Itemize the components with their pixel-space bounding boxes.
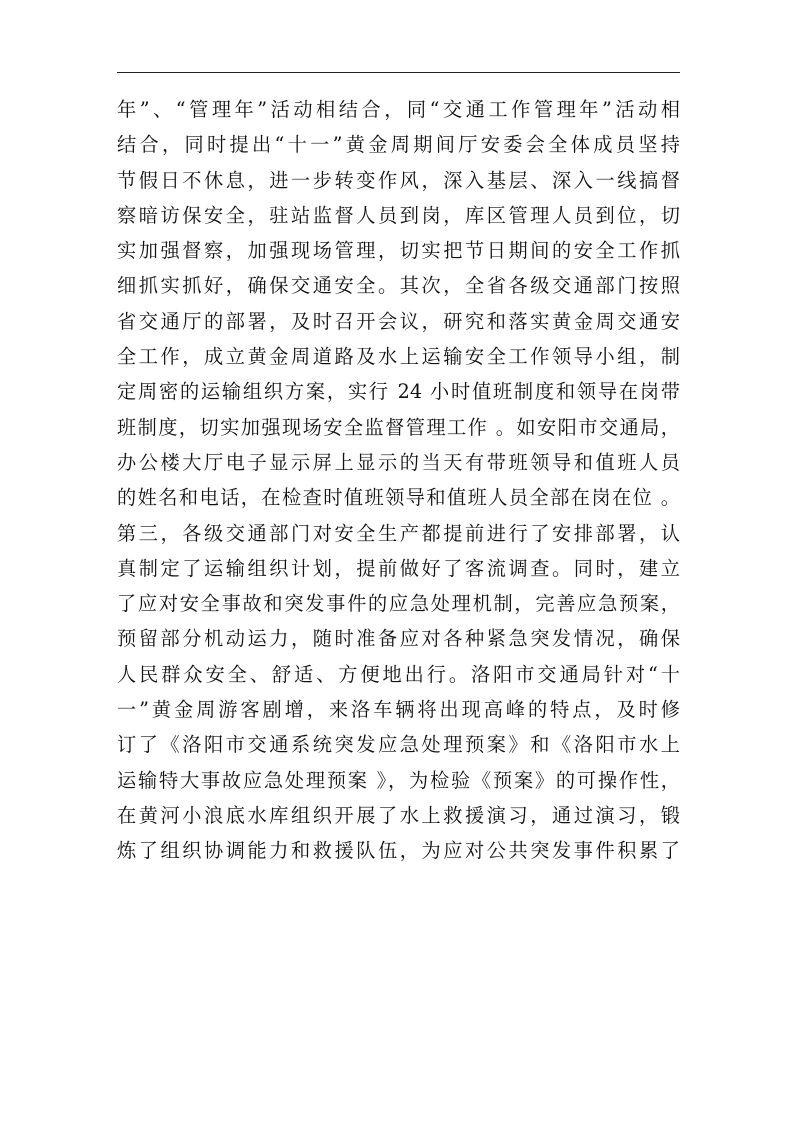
text-line: 实加强督察，加强现场管理，切实把节日期间的安全工作抓 xyxy=(117,239,680,263)
body-text xyxy=(117,92,680,869)
text-line: 办公楼大厅电子显示屏上显示的当天有带班领导和值班人员 xyxy=(117,450,680,474)
text-line: 在黄河小浪底水库组织开展了水上救援演习，通过演习，锻 xyxy=(117,803,680,827)
text-line: 班制度，切实加强现场安全监督管理工作 。如安阳市交通局， xyxy=(117,415,680,439)
text-line: 省交通厅的部署，及时召开会议，研究和落实黄金周交通安 xyxy=(117,309,680,333)
text-line: 全工作，成立黄金周道路及水上运输安全工作领导小组，制 xyxy=(117,345,680,369)
text-line: 运输特大事故应急处理预案 》，为检验《预案》的可操作性， xyxy=(117,768,680,792)
text-line: 的姓名和电话，在检查时值班领导和值班人员全部在岗在位 。 xyxy=(117,486,680,510)
text-line: 察暗访保安全，驻站监督人员到岗，库区管理人员到位，切 xyxy=(117,203,680,227)
text-line: 年”、“管理年”活动相结合，同“交通工作管理年”活动相 xyxy=(117,98,680,121)
text-line: 定周密的运输组织方案，实行 24 小时值班制度和领导在岗带 xyxy=(117,380,680,404)
text-line: 真制定了运输组织计划，提前做好了客流调查。同时，建立 xyxy=(117,556,680,580)
text-line: 节假日不休息，进一步转变作风，深入基层、深入一线搞督 xyxy=(117,168,680,192)
text-line: 一”黄金周游客剧增，来洛车辆将出现高峰的特点，及时修 xyxy=(117,698,680,722)
text-line: 第三，各级交通部门对安全生产都提前进行了安排部署，认 xyxy=(117,521,680,545)
text-line: 了应对安全事故和突发事件的应急处理机制，完善应急预案， xyxy=(117,592,680,616)
text-line: 结合，同时提出“十一”黄金周期间厅安委会全体成员坚持 xyxy=(117,133,680,157)
text-line: 预留部分机动运力，随时准备应对各种紧急突发情况，确保 xyxy=(117,627,680,651)
text-line: 人民群众安全、舒适、方便地出行。洛阳市交通局针对“十 xyxy=(117,662,680,686)
text-line: 订了《洛阳市交通系统突发应急处理预案》和《洛阳市水上 xyxy=(117,733,680,757)
text-line: 炼了组织协调能力和救援队伍，为应对公共突发事件积累了 xyxy=(117,839,680,863)
text-line: 细抓实抓好，确保交通安全。其次，全省各级交通部门按照 xyxy=(117,274,680,298)
header-rule xyxy=(117,72,680,73)
